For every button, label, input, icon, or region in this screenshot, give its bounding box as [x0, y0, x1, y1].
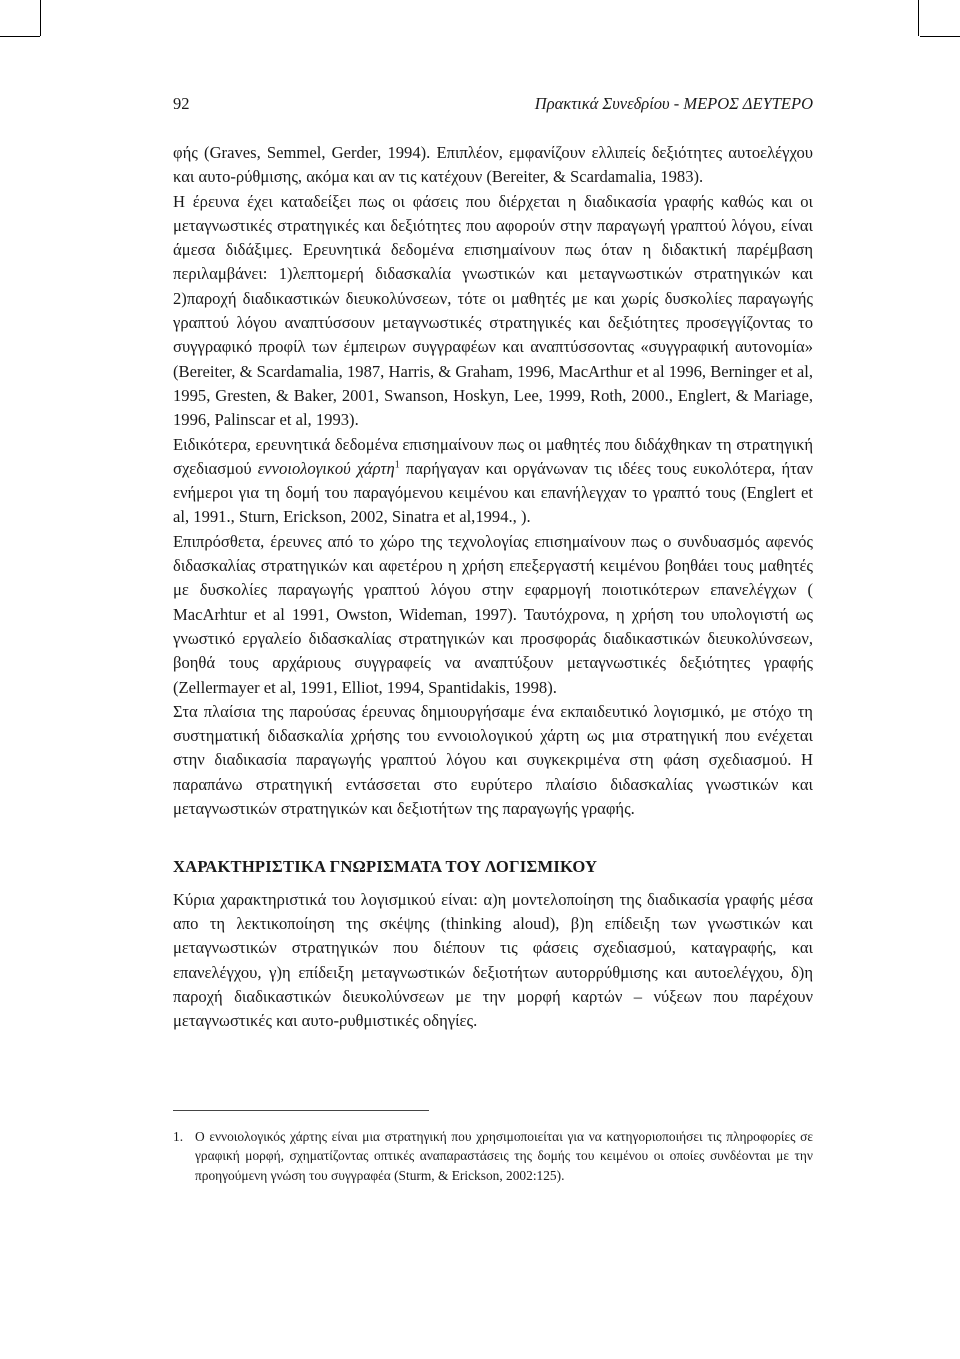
- paragraph-text: παρήγαγαν και οργάνωναν τις ιδέες τους ευκολότερα, ήταν ενήμεροι για τη δομή του παραγόμενου κειμένου και επανήλεγχαν το γραπτό τους (Englert et al, 1991., Sturn, Erickson, 2002, Sinatra et al,1994., ).: [173, 458, 813, 527]
- footnote-divider: [173, 1110, 429, 1111]
- crop-mark-left-horizontal: [0, 36, 40, 37]
- running-title: Πρακτικά Συνεδρίου - ΜΕΡΟΣ ΔΕΥΤΕΡΟ: [534, 94, 813, 113]
- footnote-text: Ο εννοιολογικός χάρτης είναι μια στρατηγική που χρησιμοποιείται για να κατηγοριοποιήσει τις πληροφορίες σε γραφική μορφή, σχηματίζοντας οπτικές αναπαραστάσεις της δομής του κειμένου οι οποίες συνδέονται με την προηγούμενη γνώση του συγγραφέα (Sturm, & Erickson, 2002:125).: [195, 1129, 813, 1183]
- paragraph: Κύρια χαρακτηριστικά του λογισμικού είναι: α)η μοντελοποίηση της διαδικασία γραφής μέσα απο τη λεκτικοποίηση της σκέψης (thinking aloud), β)η επίδειξη των γνωστικών και μεταγνωστικών στρατηγικών που διέπουν τις φάσεις σχεδιασμού, καταγραφής, και επανελέγχου, γ)η επίδειξη μεταγνωστικών δεξιοτήτων αυτορρύθμισης και αυτοελέγχου, δ)η παροχή διαδικαστικών διευκολύνσεων με την μορφή καρτών – νύξεων που παρέχουν μεταγνωστικές και αυτο-ρυθμιστικές οδηγίες.: [173, 889, 813, 1031]
- footnote: [173, 1127, 813, 1185]
- paragraph: φής (Graves, Semmel, Gerder, 1994). Επιπλέον, εμφανίζουν ελλιπείς δεξιότητες αυτοελέγχου και αυτο-ρύθμισης, ακόμα και αν τις κατέχουν (Bereiter, & Scardamalia, 1983).: [173, 143, 813, 187]
- footnote-number: 1.: [173, 1129, 184, 1144]
- paragraph: Στα πλαίσια της παρούσας έρευνας δημιουργήσαμε ένα εκπαιδευτικό λογισμικό, με στόχο τη συστηματική διδασκαλία χρήσης του εννοιολογικού χάρτη ως μια στρατηγική που ενέχεται στην διαδικασία παραγωγής γραπτού λόγου και συγκεκριμένα στη φάση σχεδιασμού. Η παραπάνω στρατηγική εντάσσεται στο ευρύτερο πλαίσιο διδασκαλίας γνωστικών και μεταγνωστικών στρατηγικών και δεξιοτήτων της παραγωγής γραφής.: [173, 701, 813, 819]
- main-text: [173, 141, 813, 1033]
- footnote-reference: 1: [394, 459, 400, 471]
- crop-mark-right-horizontal: [920, 36, 960, 37]
- concept-map-term: εννοιολογικού χάρτη: [257, 458, 395, 478]
- paragraph: Η έρευνα έχει καταδείξει πως οι φάσεις που διέρχεται η διαδικασία γραφής καθώς και οι μεταγνωστικές στρατηγικές και δεξιότητες που αφορούν στην παραγωγή γραπτού λόγου, είναι άμεσα διδάξιμες. Ερευνητικά δεδομένα επισημαίνουν πως όταν η διδακτική παρέμβαση περιλαμβάνει: 1)λεπτομερή διδασκαλία γνωστικών και μεταγνωστικών στρατηγικών και 2)παροχή διαδικαστικών διευκολύνσεων, τότε οι μαθητές με και χωρίς δυσκολίες παραγωγής γραπτού λόγου αναπτύσσουν μεταγνωστικές στρατηγικές και δεξιότητες προσεγγίζοντας το συγγραφικό προφίλ των έμπειρων συγγραφέων και αναπτύσσοντας «συγγραφική αυτονομία» (Bereiter, & Scardamalia, 1987, Harris, & Graham, 1996, MacArthur et al 1996, Berninger et al, 1995, Gresten, & Baker, 2001, Swanson, Hoskyn, Lee, 1999, Roth, 2000., Englert, & Mariage, 1996, Palinscar et al, 1993).: [173, 191, 813, 430]
- section-heading: ΧΑΡΑΚΤΗΡΙΣΤΙΚΑ ΓΝΩΡΙΣΜΑΤΑ ΤΟΥ ΛΟΓΙΣΜΙΚΟΥ: [173, 857, 598, 877]
- paragraph-text: Ειδικότερα, ερευνητικά δεδομένα επισημαίνουν πως οι μαθητές που διδάχθηκαν τη στρατηγική σχεδιασμού: [173, 434, 813, 478]
- running-header: [173, 94, 813, 114]
- crop-mark-right-vertical: [918, 0, 919, 36]
- paragraph: [173, 433, 813, 530]
- crop-mark-left-vertical: [40, 0, 41, 36]
- page-number: 92: [173, 94, 190, 113]
- paragraph: Επιπρόσθετα, έρευνες από το χώρο της τεχνολογίας επισημαίνουν πως ο συνδυασμός αφενός διδασκαλίας στρατηγικών και αφετέρου η χρήση επεξεργαστή κειμένου βοηθάει τους μαθητές με δυσκολίες παραγωγής γραπτού λόγου στην εφαρμογή ποιοτικότερων επανελέγχων ( MacArhtur et al 1991, Owston, Wideman, 1997). Ταυτόχρονα, η χρήση του υπολογιστή ως γνωστικό εργαλείο διδασκαλίας στρατηγικών και προσφοράς διαδικαστικών διευκολύνσεων, βοηθά τους αρχάριους συγγραφείς να αναπτύξουν μεταγνωστικές δεξιότητες γραφής (Zellermayer et al, 1991, Elliot, 1994, Spantidakis, 1998).: [173, 531, 813, 697]
